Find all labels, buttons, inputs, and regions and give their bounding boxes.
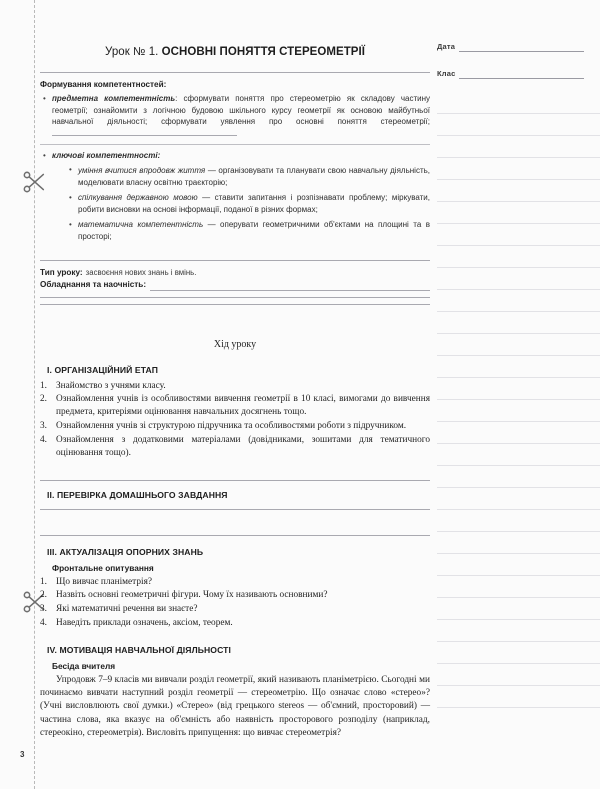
ruled-line[interactable]	[437, 158, 600, 180]
list-item	[66, 219, 430, 242]
ruled-line[interactable]	[437, 466, 600, 488]
ruled-line[interactable]	[437, 356, 600, 378]
page-number: 3	[20, 750, 25, 759]
list-item: Ознайомлення з додатковими матеріалами (довідниками, зошитами для тематичного оцінювання тощо).	[56, 434, 430, 459]
list-item: Назвіть основні геометричні фігури. Чому їх називають основними?	[56, 590, 328, 601]
class-field-label: Клас	[437, 69, 456, 78]
competencies-heading: Формування компетентностей:	[40, 80, 167, 89]
section-heading: III. АКТУАЛІЗАЦІЯ ОПОРНИХ ЗНАНЬ	[47, 546, 204, 557]
lesson-type-label: Тип уроку:	[40, 267, 83, 277]
ruled-line[interactable]	[437, 92, 600, 114]
ruled-line[interactable]	[437, 444, 600, 466]
frontal-questions-list	[40, 576, 430, 630]
competencies-list	[40, 93, 430, 139]
ruled-line[interactable]	[437, 598, 600, 620]
ruled-line[interactable]	[437, 422, 600, 444]
list-item: Знайомство з учнями класу.	[56, 380, 166, 391]
ruled-line[interactable]	[437, 136, 600, 158]
ruled-line[interactable]	[437, 224, 600, 246]
equipment-label: Обладнання та наочність:	[40, 279, 147, 289]
class-field-row[interactable]	[437, 65, 600, 79]
notes-panel	[437, 38, 600, 768]
date-field-label: Дата	[437, 42, 456, 51]
lesson-type-row	[40, 267, 430, 279]
date-field-rule[interactable]	[459, 42, 584, 52]
tear-off-dashed-line	[34, 0, 35, 789]
sub-heading: Фронтальне опитування	[52, 562, 154, 573]
sub-heading: Бесіда вчителя	[52, 660, 116, 671]
section-motivation	[40, 644, 430, 741]
ruled-line[interactable]	[437, 378, 600, 400]
section-homework-check	[40, 489, 430, 501]
ruled-line[interactable]	[437, 642, 600, 664]
ruled-line[interactable]	[437, 334, 600, 356]
list-item-subject-competency	[40, 93, 430, 139]
ruled-line[interactable]	[437, 114, 600, 136]
subject-competency-term: предметна компетентність	[52, 94, 176, 103]
key-competencies-sublist	[66, 165, 430, 243]
lesson-content	[40, 38, 430, 741]
key-competency-text: — оперувати геометричними об'єктами на площині та в просторі;	[78, 220, 431, 241]
divider	[40, 144, 430, 145]
divider	[40, 72, 430, 73]
date-field-row[interactable]	[437, 38, 600, 52]
ruled-line[interactable]	[437, 686, 600, 708]
ruled-line[interactable]	[437, 532, 600, 554]
divider	[40, 297, 430, 298]
fill-in-rule[interactable]	[52, 128, 237, 136]
ruled-line[interactable]	[437, 246, 600, 268]
key-competency-text: — організовувати та планувати свою навчальну діяльність, моделювати власну освітню траєкторію;	[78, 165, 430, 187]
organizational-steps-list	[40, 380, 430, 461]
ruled-line[interactable]	[437, 510, 600, 532]
class-field-rule[interactable]	[459, 69, 584, 79]
lesson-flow-title: Хід уроку	[213, 338, 257, 350]
ruled-line[interactable]	[437, 312, 600, 334]
list-item: Ознайомлення учнів із особливостями вивчення геометрії в 10 класі, вимогами до вивчення предмета, критеріями оцінювання навчальних досягнень тощо.	[56, 394, 430, 418]
divider	[40, 304, 430, 305]
divider	[40, 535, 430, 536]
ruled-line[interactable]	[437, 664, 600, 686]
ruled-line[interactable]	[437, 400, 600, 422]
section-heading: IV. МОТИВАЦІЯ НАВЧАЛЬНОЇ ДІЯЛЬНОСТІ	[47, 644, 231, 655]
ruled-line[interactable]	[437, 268, 600, 290]
ruled-line[interactable]	[437, 202, 600, 224]
list-item: Наведіть приклади означень, аксіом, теорем.	[56, 617, 233, 628]
lesson-ordinal: Урок № 1.	[105, 46, 159, 58]
lesson-title-text: ОСНОВНІ ПОНЯТТЯ СТЕРЕОМЕТРІЇ	[161, 46, 365, 58]
divider	[40, 509, 430, 510]
key-competencies-heading: ключові компетентності:	[52, 151, 161, 161]
divider	[40, 260, 430, 261]
ruled-line[interactable]	[437, 290, 600, 312]
ruled-line[interactable]	[437, 620, 600, 642]
ruled-line[interactable]	[437, 180, 600, 202]
list-item: Які математичні речення ви знаєте?	[56, 604, 198, 615]
notes-ruled-lines[interactable]	[437, 92, 600, 708]
list-item-key-competencies	[40, 150, 430, 242]
equipment-row[interactable]	[40, 279, 430, 291]
divider	[40, 480, 430, 481]
ruled-line[interactable]	[437, 576, 600, 598]
list-item: Що вивчає планіметрія?	[56, 576, 152, 587]
list-item	[66, 165, 430, 188]
list-item: Ознайомлення учнів зі структурою підручника та особливостями роботи з підручником.	[56, 421, 407, 432]
section-heading: II. ПЕРЕВІРКА ДОМАШНЬОГО ЗАВДАННЯ	[47, 489, 228, 500]
list-item	[66, 192, 430, 215]
key-competencies-list	[40, 150, 430, 242]
ruled-line[interactable]	[437, 488, 600, 510]
subject-competency-text: : сформувати поняття про стереометрію як складову частину геометрії; ознайомити з логічною будовою шкільного курсу геометрії як основою майбутньої навчальної діяльності; сформувати уявлення про основні поняття стереометрії;	[52, 94, 430, 127]
key-competency-text: — ставити запитання і розпізнавати проблему; міркувати, робити висновки на основі інформації, поданої в різних формах;	[78, 193, 430, 214]
section-organizational	[40, 364, 430, 461]
lesson-type-value: засвоєння нових знань і вмінь.	[85, 267, 197, 277]
equipment-fill-rule[interactable]	[150, 282, 430, 291]
key-competency-term: математична компетентність	[78, 220, 204, 230]
section-actualization	[40, 546, 430, 630]
key-competency-term: спілкування державною мовою	[78, 193, 198, 203]
motivation-paragraph: Упродовж 7–9 класів ми вивчали розділ геометрії, який називають планіметрією. Сьогодні ми починаємо вивчати наступний розділ геометрії — стереометрію. Що означає слово «стерео»? (Учні висловлюють свої думки.) «Стерео» (від грецького stereos — об'ємний, просторовий) — частина слова, яка вказує на об'ємність або наявність просторового розподілу (наприклад, стереокіно, стереометрія). Висловіть припущення: що вивчає стереометрія?	[40, 674, 430, 739]
key-competency-term: уміння вчитися впродовж життя	[78, 165, 206, 175]
ruled-line[interactable]	[437, 554, 600, 576]
page-title	[40, 45, 430, 60]
section-heading: I. ОРГАНІЗАЦІЙНИЙ ЕТАП	[47, 364, 158, 375]
